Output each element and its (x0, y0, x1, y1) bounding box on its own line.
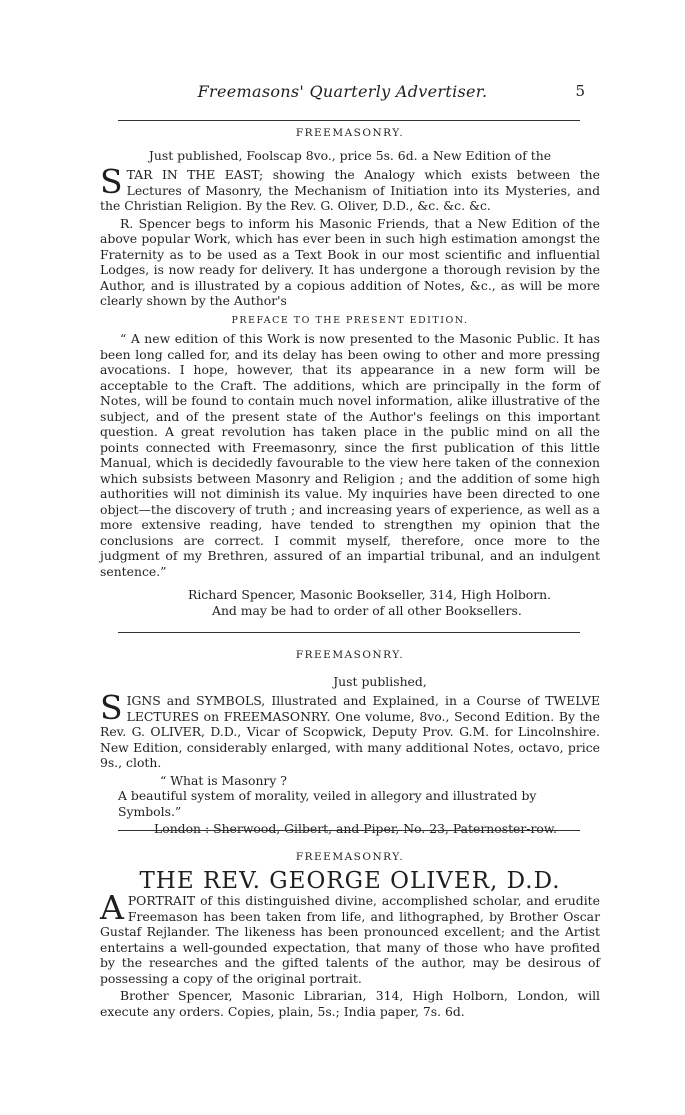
advert-heading: FREEMASONRY. (295, 127, 405, 139)
publication-notice: Just published, (333, 673, 427, 689)
publisher-line: London : Sherwood, Gilbert, and Piper, No. 23, Paternoster-row. (154, 821, 557, 836)
advert-heading: FREEMASONRY. (295, 649, 405, 661)
publication-notice: Just published, Foolscap 8vo., price 5s. 6d. a New Edition of the (148, 147, 552, 163)
preface-text: “ A new edition of this Work is now presented to the Masonic Public. It has been long called for, and its delay has been owing to other and more pressing avocations. I hope, however, that its appearance in a new form will be acceptable to the Craft. The additions, which are principally in the form of Notes, will be found to contain much novel information, alike illustrative of the subject, and of the present state of the Author's feelings on this important question. A great revolution has taken place in the public mind on all the points connected with Freemasonry, since the first publication of this little Manual, which is decidedly favourable to the view here taken of the connexion which subsists between Masonry and Religion ; and the addition of some high authorities will not diminish its value. My inquiries have been directed to one object—the discovery of truth ; and increasing years of experience, as well as a more extensive reading, have tended to strengthen my opinion that the conclusions are correct. I commit myself, therefore, once more to the judgment of my Brethren, assured of an impartial tribunal, and an indulgent sentence.” (100, 331, 600, 579)
header-rule (118, 120, 580, 121)
drop-cap: S (100, 688, 123, 727)
portrait-description (100, 888, 600, 986)
section-rule (118, 632, 580, 633)
book-title-paragraph (100, 162, 600, 214)
quote-question: “ What is Masonry ? (160, 772, 287, 788)
order-line: And may be had to order of all other Booksellers. (212, 602, 522, 618)
seller-line: Richard Spencer, Masonic Bookseller, 314, High Holborn. (188, 587, 552, 602)
advert-portrait (100, 850, 600, 1019)
ordering-information: Brother Spencer, Masonic Librarian, 314, High Holborn, London, will execute any orders. Copies, plain, 5s.; India paper, 7s. 6d. (100, 988, 600, 1019)
section-rule (118, 830, 580, 831)
book-title-text: TAR IN THE EAST; showing the Analogy which exists between the Lectures of Masonry, the Mechanism of Initiation into its Mysteries, and the Christian Religion. By the Rev. G. Oliver, D.D., &c. &c. &c. (100, 167, 600, 213)
page-title: Freemasons' Quarterly Advertiser. (197, 82, 488, 101)
announcement-paragraph: R. Spencer begs to inform his Masonic Friends, that a New Edition of the above popular Work, which has ever been in such high estimation amongst the Fraternity as to be used as a Text Book in our most scientific and influential Lodges, is now ready for delivery. It has undergone a thorough revision by the Author, and is illustrated by a copious addition of Notes, &c., as will be more clearly shown by the Author's (100, 215, 600, 308)
quote-answer: A beautiful system of morality, veiled in allegory and illustrated by Symbols.” (118, 788, 537, 819)
advert-heading: FREEMASONRY. (295, 851, 405, 863)
drop-cap: A (100, 888, 124, 927)
portrait-title: THE REV. GEORGE OLIVER, D.D. (139, 867, 561, 894)
book-description (100, 688, 600, 771)
book-description-text: IGNS and SYMBOLS, Illustrated and Explained, in a Course of TWELVE LECTURES on FREEMASONRY. One volume, 8vo., Second Edition. By the Rev. G. OLIVER, D.D., Vicar of Scopwick, Deputy Prov. G.M. for Lincolnshire. New Edition, considerably enlarged, with many additional Notes, octavo, price 9s., cloth. (100, 693, 600, 770)
advert-star-in-the-east (100, 126, 600, 618)
drop-cap: S (100, 162, 123, 201)
portrait-description-text: PORTRAIT of this distinguished divine, accomplished scholar, and erudite Freemason has been taken from life, and lithographed, by Brother Oscar Gustaf Rejlander. The likeness has been pronounced excellent; and the Artist entertains a well-gounded expectation, that many of those who have profited by the researches and the gifted talents of the author, may be desirous of possessing a copy of the original portrait. (100, 893, 600, 986)
advert-signs-and-symbols (100, 648, 600, 837)
preface-heading: PREFACE TO THE PRESENT EDITION. (231, 314, 469, 326)
page-number: 5 (575, 82, 585, 100)
page-header (0, 82, 685, 106)
